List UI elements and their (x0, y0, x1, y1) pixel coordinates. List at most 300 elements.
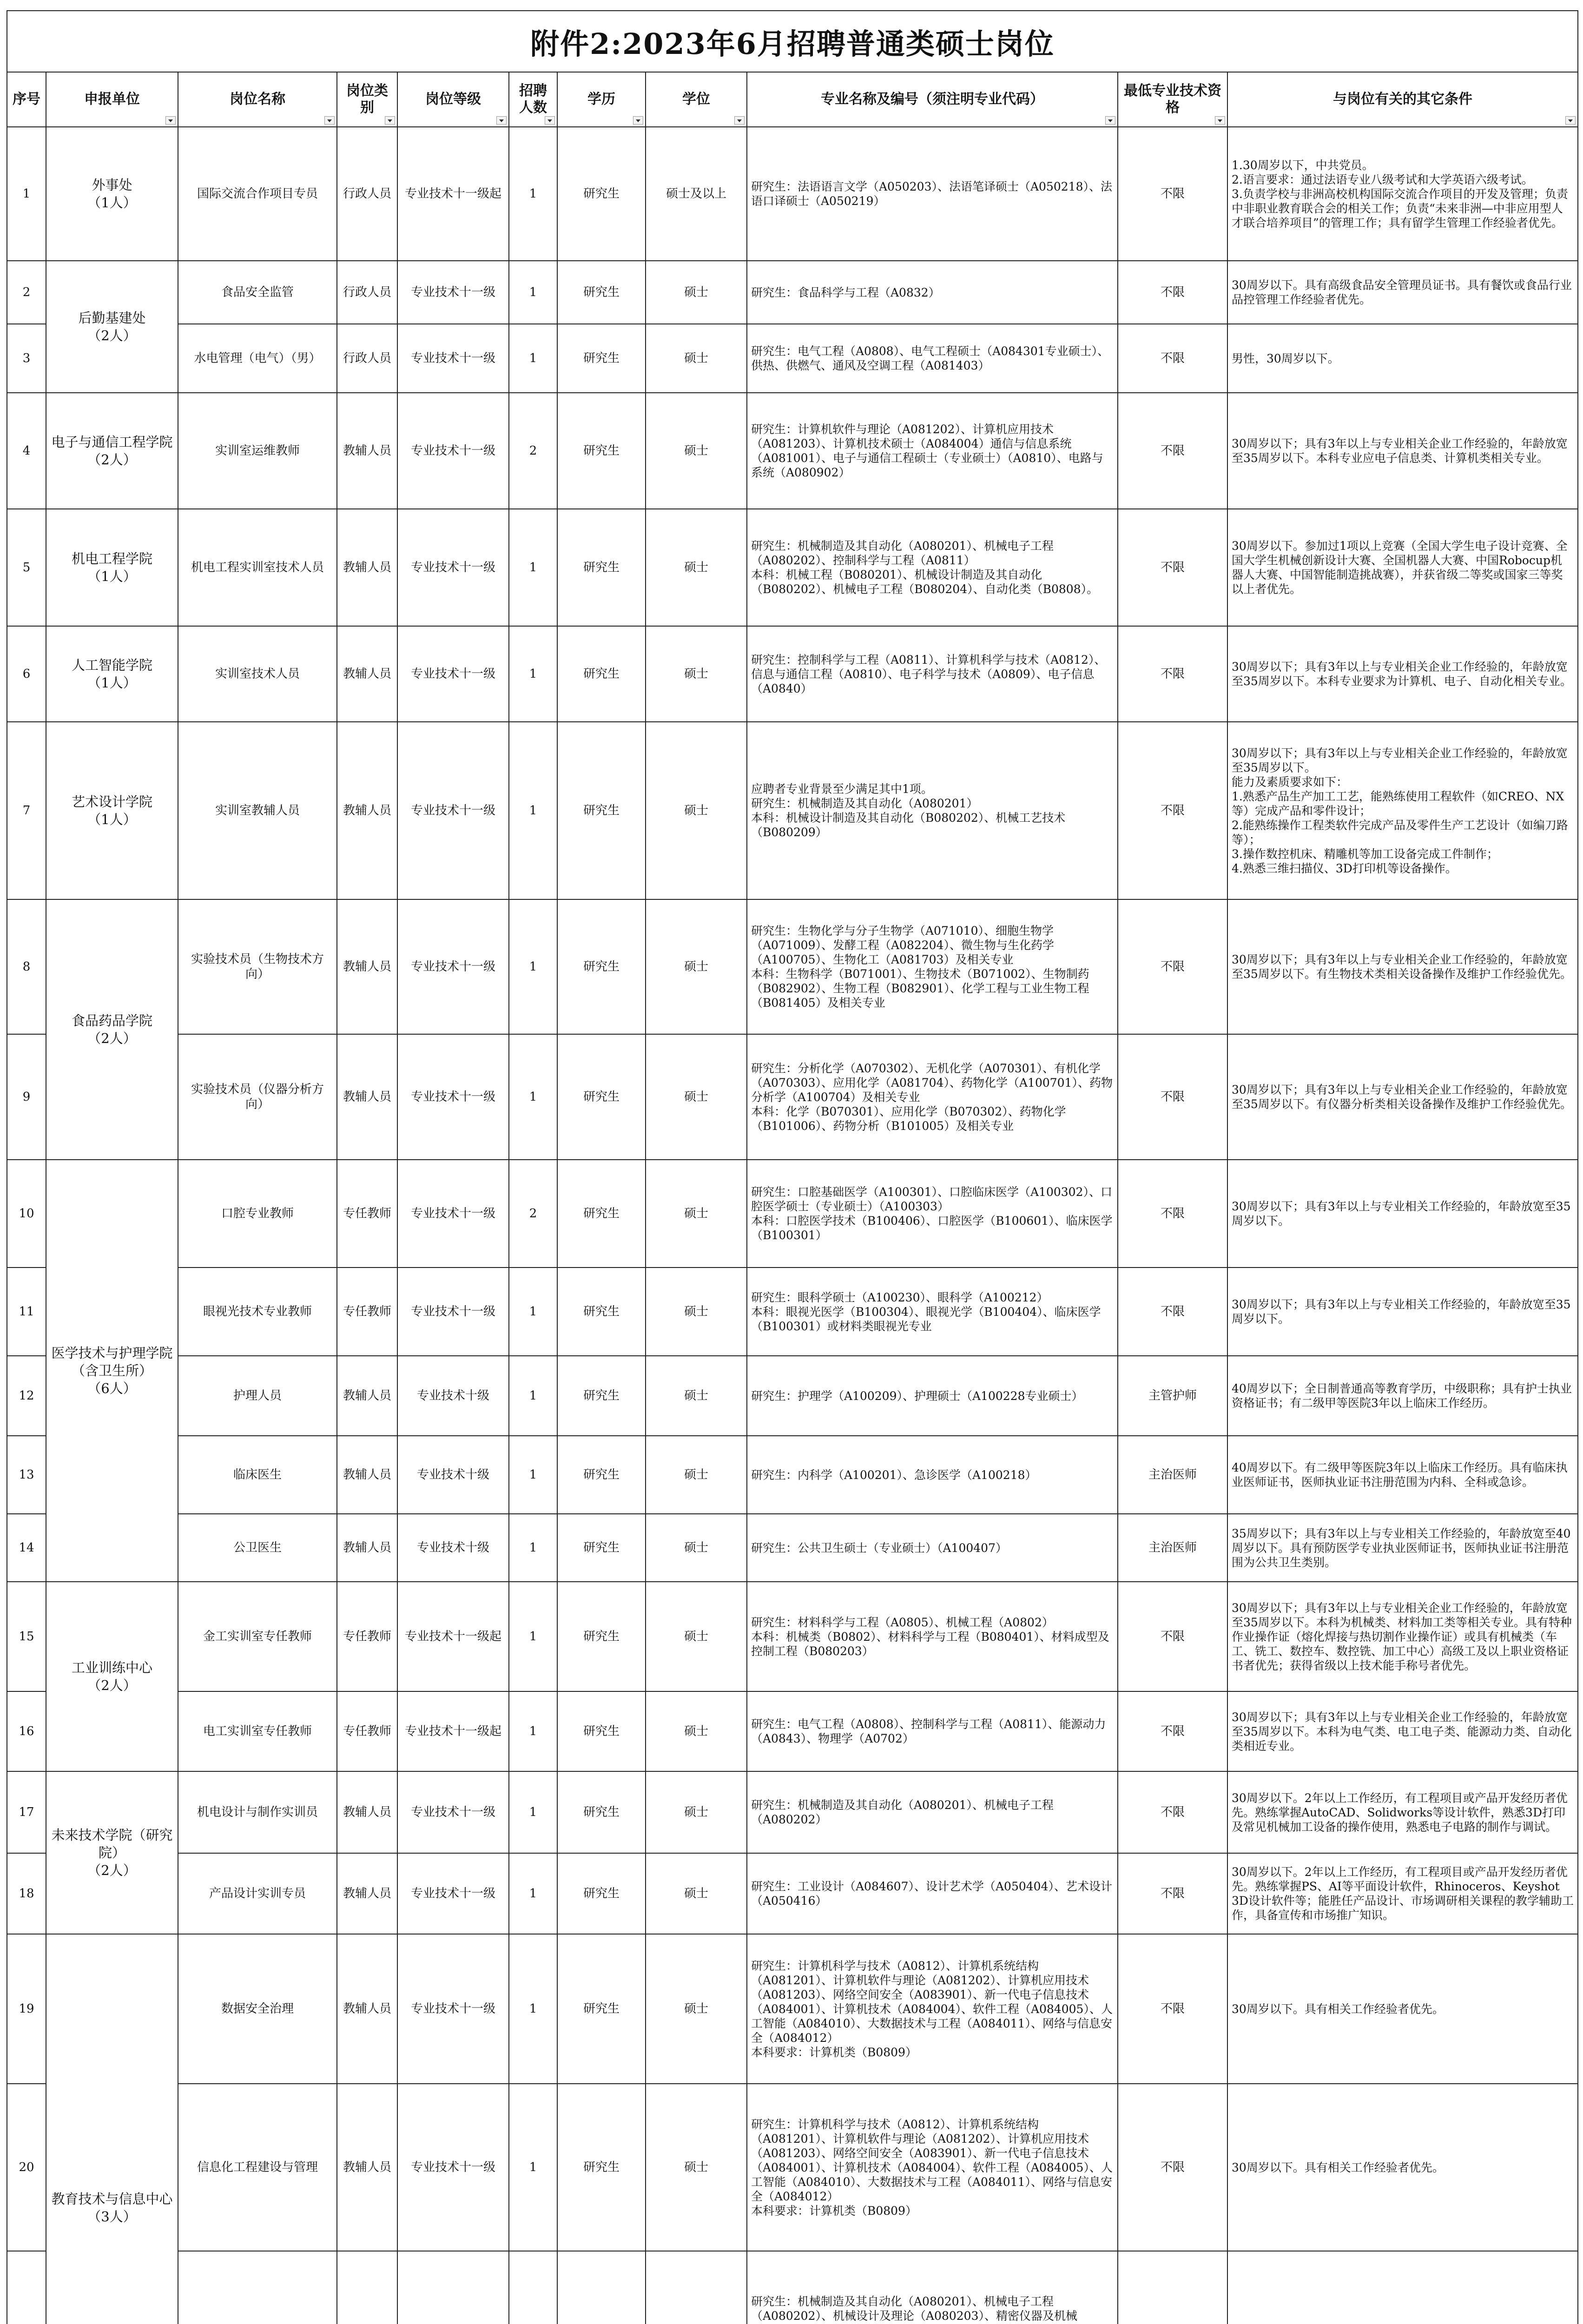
major-requirements-line: 研究生：机械制造及其自动化（A080201）、机械电子工程（A080202） (751, 1798, 1054, 1826)
other-conditions (1227, 1514, 1578, 1582)
min-qualification: 不限 (1118, 626, 1227, 722)
post-level: 专业技术十一级起 (397, 1691, 509, 1771)
other-conditions (1227, 1934, 1578, 2084)
major-requirements (747, 2251, 1118, 2324)
min-qualification: 不限 (1118, 393, 1227, 509)
other-conditions (1227, 127, 1578, 261)
post-category: 教辅人员 (337, 1436, 397, 1514)
unit-name-line: （2人） (87, 328, 137, 343)
education: 研究生 (557, 1853, 646, 1934)
post-level: 专业技术十一级起 (397, 1582, 509, 1691)
unit-name-line: 食品药品学院 (71, 1013, 152, 1029)
education: 研究生 (557, 2084, 646, 2251)
hire-count: 1 (509, 509, 557, 626)
other-conditions (1227, 2084, 1578, 2251)
post-level: 专业技术十一级 (397, 1934, 509, 2084)
filter-dropdown-icon[interactable] (734, 116, 745, 125)
post-name: 临床医生 (178, 1436, 337, 1514)
table-row (7, 1034, 1578, 1160)
major-requirements-line: 本科：口腔医学技术（B100406）、口腔医学（B100601）、临床医学（B100301） (751, 1214, 1113, 1242)
min-qualification: 不限 (1118, 1691, 1227, 1771)
major-requirements-line: 本科：机械类（B0802）、材料科学与工程（B080401）、材料成型及控制工程（B080203） (751, 1630, 1109, 1658)
post-category: 专任教师 (337, 1582, 397, 1691)
major-requirements (747, 127, 1118, 261)
degree: 硕士及以上 (646, 127, 747, 261)
filter-dropdown-icon[interactable] (633, 116, 643, 125)
other-conditions-line: 30周岁以下；具有3年以上与专业相关企业工作经验的，年龄放宽至35周岁以下。本科为电气类、电工电子类、能源动力类、自动化类相近专业。 (1232, 1710, 1572, 1753)
major-requirements-line: 应聘者专业背景至少满足其中1项。 (751, 782, 933, 796)
other-conditions (1227, 1356, 1578, 1436)
major-requirements (747, 1582, 1118, 1691)
row-number: 1 (7, 127, 46, 261)
row-number: 16 (7, 1691, 46, 1771)
unit-name (46, 1582, 178, 1771)
post-category: 教辅人员 (337, 1356, 397, 1436)
other-conditions-line: 30周岁以下；具有3年以上与专业相关企业工作经验的，年龄放宽至35周岁以下。本科为机械类、材料加工类等相关专业。具有特种作业操作证（熔化焊接与热切割作业操作证）或具有机械类（车工、铣工、数控车、数控铣、加工中心）高级工及以上职业资格证书者优先；获得省级以上技术能手称号者优先。 (1232, 1601, 1572, 1672)
row-number: 3 (7, 324, 46, 393)
major-requirements (747, 1853, 1118, 1934)
degree (646, 2251, 747, 2324)
post-level: 专业技术十一级 (397, 722, 509, 899)
post-category: 专任教师 (337, 1691, 397, 1771)
degree: 硕士 (646, 1514, 747, 1582)
hire-count (509, 2251, 557, 2324)
row-number: 8 (7, 899, 46, 1034)
other-conditions-line: 30周岁以下；具有3年以上与专业相关工作经验的，年龄放宽至35周岁以下。 (1232, 1298, 1571, 1326)
major-requirements (747, 1034, 1118, 1160)
other-conditions-line: 30周岁以下。2年以上工作经历，有工程项目或产品开发经历者优先。熟练掌握PS、AI等平面设计软件，Rhinoceros、Keyshot 3D设计软件等；能胜任产品设计、市场调研相关课程的教学辅助工作，具备宣传和市场推广知识。 (1232, 1865, 1574, 1922)
major-requirements-line: 本科：机械工程（B080201）、机械设计制造及其自动化（B080202）、机械电子工程（B080204）、自动化类（B0808）。 (751, 568, 1099, 596)
other-conditions (1227, 1691, 1578, 1771)
post-category: 教辅人员 (337, 626, 397, 722)
degree: 硕士 (646, 1934, 747, 2084)
min-qualification: 不限 (1118, 1034, 1227, 1160)
major-requirements-line: 研究生：机械制造及其自动化（A080201）、机械电子工程（A080202）、控制科学与工程（A0811） (751, 539, 1054, 567)
post-level: 专业技术十一级 (397, 626, 509, 722)
row-number: 2 (7, 261, 46, 324)
major-requirements (747, 626, 1118, 722)
other-conditions-line: 3.操作数控机床、精雕机等加工设备完成工件制作； (1232, 847, 1498, 861)
unit-name (46, 1771, 178, 1934)
major-requirements-line: 研究生：分析化学（A070302）、无机化学（A070301）、有机化学（A070303）、应用化学（A081704）、药物化学（A100701）、药物分析学（A100704）及相关专业 (751, 1061, 1113, 1104)
major-requirements-line: 研究生：电气工程（A0808）、电气工程硕士（A084301专业硕士）、供热、供燃气、通风及空调工程（A081403） (751, 344, 1109, 372)
degree: 硕士 (646, 899, 747, 1034)
table-row (7, 722, 1578, 899)
major-requirements-line: 研究生：材料科学与工程（A0805）、机械工程（A0802） (751, 1615, 1054, 1629)
other-conditions-line: 男性，30周岁以下。 (1232, 351, 1339, 365)
min-qualification: 不限 (1118, 1934, 1227, 2084)
post-level: 专业技术十一级 (397, 261, 509, 324)
min-qualification: 主管护师 (1118, 1356, 1227, 1436)
min-qualification: 不限 (1118, 2084, 1227, 2251)
post-category: 行政人员 (337, 127, 397, 261)
unit-name (46, 127, 178, 261)
hire-count: 1 (509, 1934, 557, 2084)
degree: 硕士 (646, 261, 747, 324)
other-conditions-line: 35周岁以下；具有3年以上与专业相关工作经验的，年龄放宽至40周岁以下。具有预防医学专业执业医师证书，医师执业证书注册范围为公共卫生类别。 (1232, 1526, 1571, 1569)
post-category: 教辅人员 (337, 1853, 397, 1934)
table-row (7, 1436, 1578, 1514)
table-row (7, 1853, 1578, 1934)
hire-count: 1 (509, 324, 557, 393)
header-unit (46, 72, 178, 127)
unit-name-line: （2人） (87, 452, 137, 468)
header-degree (646, 72, 747, 127)
table-row (7, 1268, 1578, 1356)
row-number: 12 (7, 1356, 46, 1436)
major-requirements-line: 研究生：眼科学硕士（A100230）、眼科学（A100212） (751, 1290, 1049, 1304)
header-no (7, 72, 46, 127)
row-number: 19 (7, 1934, 46, 2084)
education: 研究生 (557, 127, 646, 261)
post-level: 专业技术十一级 (397, 1771, 509, 1853)
row-number: 5 (7, 509, 46, 626)
row-number: 10 (7, 1160, 46, 1268)
post-name: 产品设计实训专员 (178, 1853, 337, 1934)
post-category: 教辅人员 (337, 393, 397, 509)
other-conditions-line: 30周岁以下；具有3年以上与专业相关企业工作经验的，年龄放宽至35周岁以下。本科专业要求为计算机、电子、自动化相关专业。 (1232, 660, 1572, 688)
hire-count: 1 (509, 1691, 557, 1771)
other-conditions-line: 30周岁以下。2年以上工作经历，有工程项目或产品开发经历者优先。熟练掌握AutoCAD、Solidworks等设计软件，熟悉3D打印及常见机械加工设备的操作使用，熟悉电子电路的制作与调试。 (1232, 1791, 1568, 1834)
unit-name-line: 后勤基建处 (78, 310, 146, 326)
other-conditions-line: 2.语言要求：通过法语专业八级考试和大学英语六级考试。 (1232, 172, 1533, 186)
post-name (178, 2251, 337, 2324)
other-conditions-line: 3.负责学校与非洲高校机构国际交流合作项目的开发及管理；负责中非职业教育联合会的相关工作；负责“未来非洲—中非应用型人才联合培养项目”的管理工作；具有留学生管理工作经验者优先。 (1232, 187, 1568, 230)
header-conditions (1227, 72, 1578, 127)
other-conditions (1227, 2251, 1578, 2324)
table-row (7, 899, 1578, 1034)
post-category (337, 2251, 397, 2324)
table-row (7, 509, 1578, 626)
filter-dropdown-icon[interactable] (1105, 116, 1115, 125)
row-number: 6 (7, 626, 46, 722)
header-label: 学历 (587, 91, 615, 107)
post-name: 眼视光技术专业教师 (178, 1268, 337, 1356)
filter-dropdown-icon[interactable] (1565, 116, 1576, 125)
other-conditions-line: 4.熟悉三维扫描仪、3D打印机等设备操作。 (1232, 861, 1457, 875)
post-level: 专业技术十一级 (397, 324, 509, 393)
post-category: 专任教师 (337, 1268, 397, 1356)
major-requirements-line: 本科：生物科学（B071001）、生物技术（B071002）、生物制药（B082902）、生物工程（B082901）、化学工程与工业生物工程（B081405）及相关专业 (751, 967, 1089, 1010)
education: 研究生 (557, 1356, 646, 1436)
education: 研究生 (557, 261, 646, 324)
unit-name-line: 艺术设计学院 (71, 794, 152, 810)
min-qualification: 不限 (1118, 1582, 1227, 1691)
degree: 硕士 (646, 1436, 747, 1514)
education: 研究生 (557, 1160, 646, 1268)
post-category: 行政人员 (337, 261, 397, 324)
post-name: 机电设计与制作实训员 (178, 1771, 337, 1853)
other-conditions-line: 能力及素质要求如下： (1232, 775, 1348, 789)
education: 研究生 (557, 1034, 646, 1160)
major-requirements (747, 1268, 1118, 1356)
major-requirements-line: 本科要求：计算机类（B0809） (751, 2045, 917, 2059)
post-level: 专业技术十一级 (397, 2084, 509, 2251)
education: 研究生 (557, 1514, 646, 1582)
post-category: 教辅人员 (337, 1771, 397, 1853)
header-qualification (1118, 72, 1227, 127)
header-label: 岗位类别 (346, 83, 388, 116)
major-requirements (747, 899, 1118, 1034)
post-name: 信息化工程建设与管理 (178, 2084, 337, 2251)
post-level: 专业技术十一级 (397, 1034, 509, 1160)
unit-name-line: （1人） (87, 675, 137, 691)
other-conditions (1227, 626, 1578, 722)
major-requirements-line: 本科：化学（B070301）、应用化学（B070302）、药物化学（B101006）、药物分析（B101005）及相关专业 (751, 1104, 1066, 1133)
hire-count: 1 (509, 1356, 557, 1436)
row-number: 13 (7, 1436, 46, 1514)
post-name: 金工实训室专任教师 (178, 1582, 337, 1691)
post-name: 实训室技术人员 (178, 626, 337, 722)
sheet-title: 附件2:2023年6月招聘普通类硕士岗位 (7, 11, 1578, 72)
major-requirements-line: 研究生：计算机软件与理论（A081202）、计算机应用技术（A081203）、计算机技术硕士（A084004）通信与信息系统（A081001）、电子与通信工程硕士（专业硕士）（A0810）、电路与系统（A080902） (751, 423, 1103, 479)
post-category: 教辅人员 (337, 899, 397, 1034)
min-qualification: 主治医师 (1118, 1436, 1227, 1514)
header-post (178, 72, 337, 127)
major-requirements (747, 1160, 1118, 1268)
hire-count: 1 (509, 722, 557, 899)
post-level: 专业技术十一级 (397, 509, 509, 626)
major-requirements (747, 324, 1118, 393)
table-row (7, 1771, 1578, 1853)
post-name: 口腔专业教师 (178, 1160, 337, 1268)
degree: 硕士 (646, 1034, 747, 1160)
unit-name (46, 722, 178, 899)
row-number (7, 2251, 46, 2324)
major-requirements-line: 研究生：口腔基础医学（A100301）、口腔临床医学（A100302）、口腔医学硕士（专业硕士）（A100303） (751, 1185, 1112, 1213)
unit-name-line: 人工智能学院 (71, 657, 152, 673)
major-requirements-line: 研究生：控制科学与工程（A0811）、计算机科学与技术（A0812）、信息与通信工程（A0810）、电子科学与技术（A0809）、电子信息（A0840） (751, 653, 1106, 695)
filter-dropdown-icon[interactable] (385, 116, 395, 125)
other-conditions (1227, 324, 1578, 393)
hire-count: 1 (509, 1268, 557, 1356)
positions-table (7, 10, 1578, 2324)
row-number: 14 (7, 1514, 46, 1582)
row-number: 17 (7, 1771, 46, 1853)
header-label: 专业名称及编号（须注明专业代码） (821, 91, 1044, 107)
other-conditions (1227, 1853, 1578, 1934)
table-row (7, 2084, 1578, 2251)
major-requirements-line: 研究生：法语语言文学（A050203）、法语笔译硕士（A050218）、法语口译硕士（A050219） (751, 180, 1112, 208)
major-requirements-line: 研究生：计算机科学与技术（A0812）、计算机系统结构（A081201）、计算机软件与理论（A081202）、计算机应用技术（A081203）、网络空间安全（A083901）、新一代电子信息技术（A084001）、计算机技术（A084004）、软件工程（A084005）、人工智能（A084010）、大数据技术与工程（A084011）、网络与信息安全（A084012） (751, 2117, 1113, 2203)
header-label: 序号 (13, 91, 40, 107)
post-level: 专业技术十一级 (397, 899, 509, 1034)
header-row (7, 72, 1578, 127)
filter-dropdown-icon[interactable] (165, 116, 176, 125)
degree: 硕士 (646, 1268, 747, 1356)
hire-count: 1 (509, 1436, 557, 1514)
major-requirements-line: 研究生：食品科学与工程（A0832） (751, 285, 940, 299)
major-requirements-line: 研究生：机械制造及其自动化（A080201）、机械电子工程（A080202）、机械设计及理论（A080203）、精密仪器及机械 (751, 2295, 1077, 2323)
unit-name-line: （2人） (87, 1862, 137, 1878)
min-qualification (1118, 2251, 1227, 2324)
education: 研究生 (557, 1268, 646, 1356)
major-requirements (747, 1934, 1118, 2084)
header-label: 岗位名称 (230, 91, 285, 107)
header-label: 与岗位有关的其它条件 (1333, 91, 1472, 107)
degree: 硕士 (646, 722, 747, 899)
other-conditions-line: 30周岁以下；具有3年以上与专业相关企业工作经验的，年龄放宽至35周岁以下。有生物技术类相关设备操作及维护工作经验优先。 (1232, 953, 1572, 981)
table-row (7, 626, 1578, 722)
other-conditions (1227, 393, 1578, 509)
degree: 硕士 (646, 509, 747, 626)
major-requirements-line: 研究生：工业设计（A084607）、设计艺术学（A050404）、艺术设计（A050416） (751, 1880, 1112, 1908)
post-name: 实验技术员（仪器分析方向） (178, 1034, 337, 1160)
major-requirements-line: 本科：机械设计制造及其自动化（B080202）、机械工艺技术（B080209） (751, 811, 1066, 839)
hire-count: 1 (509, 1582, 557, 1691)
hire-count: 2 (509, 393, 557, 509)
other-conditions-line: 30周岁以下。具有相关工作经验者优先。 (1232, 2160, 1444, 2174)
post-level: 专业技术十一级 (397, 1268, 509, 1356)
post-category: 教辅人员 (337, 1934, 397, 2084)
hire-count: 1 (509, 1514, 557, 1582)
major-requirements-line: 研究生：计算机科学与技术（A0812）、计算机系统结构（A081201）、计算机软件与理论（A081202）、计算机应用技术（A081203）、网络空间安全（A083901）、新一代电子信息技术（A084001）、计算机技术（A084004）、软件工程（A084005）、人工智能（A084010）、大数据技术与工程（A084011）、网络与信息安全（A084012） (751, 1959, 1113, 2045)
post-name: 国际交流合作项目专员 (178, 127, 337, 261)
row-number: 7 (7, 722, 46, 899)
post-level: 专业技术十级 (397, 1356, 509, 1436)
unit-name-line: （2人） (87, 1030, 137, 1046)
other-conditions (1227, 899, 1578, 1034)
degree: 硕士 (646, 1691, 747, 1771)
unit-name-line: 教育技术与信息中心 (51, 2191, 173, 2207)
education: 研究生 (557, 393, 646, 509)
other-conditions (1227, 261, 1578, 324)
unit-name (46, 899, 178, 1160)
education: 研究生 (557, 509, 646, 626)
post-name: 机电工程实训室技术人员 (178, 509, 337, 626)
header-label: 最低专业技术资格 (1124, 83, 1221, 116)
hire-count: 1 (509, 899, 557, 1034)
row-number: 4 (7, 393, 46, 509)
education: 研究生 (557, 1934, 646, 2084)
other-conditions-line: 2.能熟练操作工程类软件完成产品及零件生产工艺设计（如编刀路等）； (1232, 818, 1568, 846)
min-qualification: 不限 (1118, 127, 1227, 261)
unit-name-line: 机电工程学院 (71, 551, 152, 567)
unit-name (46, 1934, 178, 2324)
other-conditions (1227, 1436, 1578, 1514)
unit-name-line: （2人） (87, 1677, 137, 1693)
header-major (747, 72, 1118, 127)
degree: 硕士 (646, 626, 747, 722)
header-label: 申报单位 (84, 91, 140, 107)
education: 研究生 (557, 722, 646, 899)
min-qualification: 不限 (1118, 1771, 1227, 1853)
unit-name (46, 261, 178, 393)
unit-name-line: （6人） (87, 1380, 137, 1396)
major-requirements-line: 研究生：公共卫生硕士（专业硕士）（A100407） (751, 1541, 1007, 1555)
table-row (7, 1582, 1578, 1691)
education (557, 2251, 646, 2324)
post-level: 专业技术十一级起 (397, 127, 509, 261)
other-conditions-line: 30周岁以下。具有高级食品安全管理员证书。具有餐饮或食品行业品控管理工作经验者优先。 (1232, 278, 1572, 306)
min-qualification: 主治医师 (1118, 1514, 1227, 1582)
filter-dropdown-icon[interactable] (496, 116, 507, 125)
other-conditions-line: 30周岁以下；具有3年以上与专业相关企业工作经验的，年龄放宽至35周岁以下。有仪器分析类相关设备操作及维护工作经验优先。 (1232, 1083, 1572, 1111)
major-requirements-line: 本科要求：计算机类（B0809） (751, 2204, 917, 2218)
filter-dropdown-icon[interactable] (545, 116, 555, 125)
table-row (7, 1691, 1578, 1771)
hire-count: 1 (509, 626, 557, 722)
major-requirements (747, 1771, 1118, 1853)
unit-name-line: （3人） (87, 2209, 137, 2225)
table-row (7, 393, 1578, 509)
degree: 硕士 (646, 1356, 747, 1436)
header-count (509, 72, 557, 127)
post-name: 食品安全监管 (178, 261, 337, 324)
degree: 硕士 (646, 1160, 747, 1268)
major-requirements (747, 1356, 1118, 1436)
major-requirements-line: 研究生：机械制造及其自动化（A080201） (751, 797, 978, 810)
post-level: 专业技术十级 (397, 1436, 509, 1514)
degree: 硕士 (646, 1853, 747, 1934)
table-body (7, 127, 1578, 2324)
table-row (7, 261, 1578, 324)
post-category: 教辅人员 (337, 2084, 397, 2251)
table-row (7, 1160, 1578, 1268)
post-category: 教辅人员 (337, 509, 397, 626)
post-name: 护理人员 (178, 1356, 337, 1436)
unit-name-line: 外事处 (92, 177, 132, 193)
degree: 硕士 (646, 393, 747, 509)
other-conditions-line: 1.熟悉产品生产加工工艺，能熟练使用工程软件（如CREO、NX等）完成产品和零件设计； (1232, 789, 1564, 818)
table-row (7, 324, 1578, 393)
post-level: 专业技术十一级 (397, 1160, 509, 1268)
degree: 硕士 (646, 1582, 747, 1691)
major-requirements (747, 1436, 1118, 1514)
major-requirements (747, 1514, 1118, 1582)
education: 研究生 (557, 1582, 646, 1691)
post-name: 电工实训室专任教师 (178, 1691, 337, 1771)
table-row (7, 1514, 1578, 1582)
major-requirements (747, 509, 1118, 626)
other-conditions-line: 40周岁以下。有二级甲等医院3年以上临床工作经历。具有临床执业医师证书，医师执业证书注册范围为内科、全科或急诊。 (1232, 1461, 1568, 1489)
recruitment-sheet (7, 10, 1577, 2324)
filter-dropdown-icon[interactable] (324, 116, 335, 125)
other-conditions (1227, 722, 1578, 899)
education: 研究生 (557, 899, 646, 1034)
filter-dropdown-icon[interactable] (1215, 116, 1225, 125)
row-number: 18 (7, 1853, 46, 1934)
unit-name-line: 电子与通信工程学院 (51, 434, 173, 450)
hire-count: 1 (509, 1034, 557, 1160)
unit-name (46, 393, 178, 509)
post-category: 行政人员 (337, 324, 397, 393)
unit-name-line: 医学技术与护理学院（含卫生所） (51, 1345, 173, 1379)
table-row (7, 1934, 1578, 2084)
hire-count: 1 (509, 1771, 557, 1853)
degree: 硕士 (646, 1771, 747, 1853)
major-requirements-line: 研究生：护理学（A100209）、护理硕士（A100228专业硕士） (751, 1389, 1083, 1403)
other-conditions-line: 1.30周岁以下，中共党员。 (1232, 158, 1374, 172)
post-category: 教辅人员 (337, 1034, 397, 1160)
unit-name (46, 509, 178, 626)
table-row (7, 2251, 1578, 2324)
post-category: 教辅人员 (337, 722, 397, 899)
min-qualification: 不限 (1118, 1268, 1227, 1356)
header-category (337, 72, 397, 127)
post-level (397, 2251, 509, 2324)
min-qualification: 不限 (1118, 1853, 1227, 1934)
major-requirements (747, 261, 1118, 324)
hire-count: 1 (509, 127, 557, 261)
other-conditions (1227, 1771, 1578, 1853)
min-qualification: 不限 (1118, 324, 1227, 393)
education: 研究生 (557, 1771, 646, 1853)
unit-name-line: （1人） (87, 195, 137, 211)
major-requirements-line: 研究生：电气工程（A0808）、控制科学与工程（A0811）、能源动力（A0843）、物理学（A0702） (751, 1717, 1106, 1745)
min-qualification: 不限 (1118, 899, 1227, 1034)
other-conditions-line: 30周岁以下。具有相关工作经验者优先。 (1232, 2002, 1444, 2016)
